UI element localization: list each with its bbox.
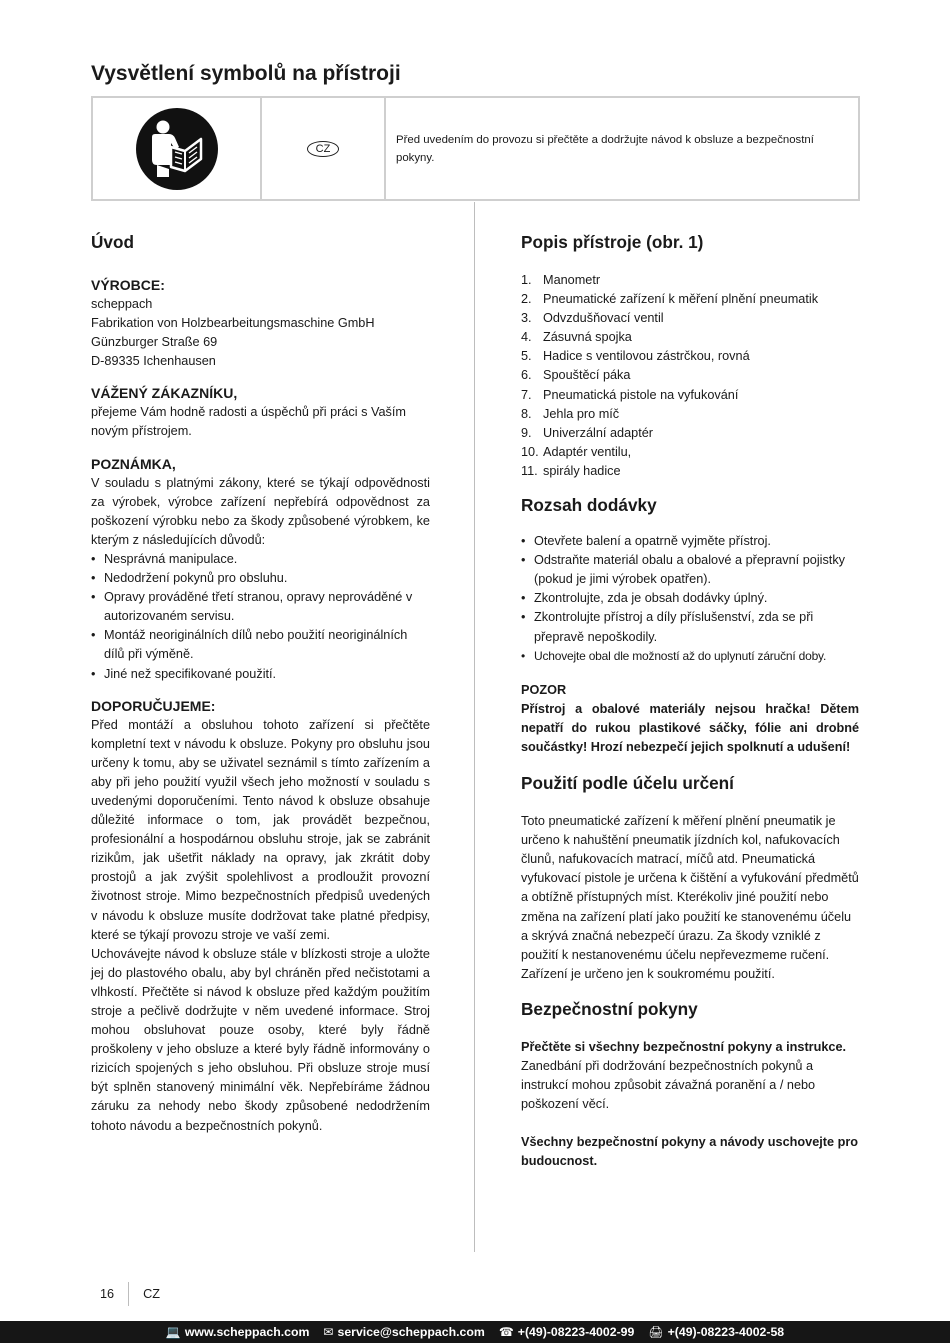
safety-bold-text: Přečtěte si všechny bezpečnostní pokyny a instrukce.: [521, 1039, 847, 1054]
part-name: Adaptér ventilu,: [543, 444, 632, 459]
list-item: • Odstraňte materiál obalu a obalové a přepravní pojistky (pokud je jimi výrobek opatřen).: [521, 551, 859, 589]
list-number: 10.: [521, 444, 539, 459]
list-item: [521, 347, 859, 366]
list-item: • Uchovejte obal dle možností až do uplynutí záruční doby.: [521, 647, 859, 666]
list-item: [521, 271, 859, 290]
list-number: 4.: [521, 330, 532, 345]
list-item: [521, 386, 859, 405]
manufacturer-line: Fabrikation von Holzbearbeitungsmaschine GmbH: [91, 316, 375, 331]
computer-icon: 💻: [165, 1325, 181, 1339]
list-number: 7.: [521, 387, 532, 402]
manufacturer-line: scheppach: [91, 297, 153, 311]
read-manual-icon: [135, 107, 219, 191]
safety-text: [521, 1038, 859, 1114]
right-column: [521, 230, 859, 1171]
parts-list: [521, 271, 859, 481]
intended-use-heading: Použití podle účelu určení: [521, 773, 734, 794]
safety-keep-text: Všechny bezpečnostní pokyny a návody uschovejte pro budoucnost.: [521, 1135, 859, 1169]
intro-heading: Úvod: [91, 232, 134, 252]
list-item: [521, 443, 859, 462]
list-number: 9.: [521, 425, 532, 440]
part-name: Pneumatické zařízení k měření plnění pneumatik: [543, 292, 819, 307]
symbol-table: [91, 96, 860, 201]
part-name: Jehla pro míč: [543, 406, 620, 421]
list-number: 1.: [521, 273, 532, 287]
list-number: 5.: [521, 349, 532, 364]
phone-number: +(49)-08223-4002-99: [517, 1325, 635, 1339]
list-item: [521, 328, 859, 347]
contact-phone: [499, 1325, 635, 1339]
list-item: [521, 290, 859, 309]
contact-web[interactable]: [166, 1325, 310, 1339]
contact-email[interactable]: [323, 1325, 484, 1339]
part-name: Hadice s ventilovou zástrčkou, rovná: [543, 349, 750, 364]
country-code-badge: CZ: [307, 141, 340, 157]
list-item: • Nesprávná manipulace.: [91, 550, 430, 569]
column-divider: [474, 202, 475, 1252]
part-name: Manometr: [543, 273, 601, 287]
part-name: Spouštěcí páka: [543, 368, 631, 383]
page-title: Vysvětlení symbolů na přístroji: [91, 62, 401, 85]
language-code: CZ: [143, 1287, 161, 1301]
page-number: 16: [100, 1287, 115, 1301]
list-item: [521, 366, 859, 385]
phone-icon: ☎: [498, 1325, 514, 1339]
list-item: • Otevřete balení a opatrně vyjměte přístroj.: [521, 532, 859, 551]
footer-separator: [128, 1282, 129, 1306]
part-name: Pneumatická pistole na vyfukování: [543, 387, 739, 402]
intended-use-text: Toto pneumatické zařízení k měření plnění pneumatik je určeno k nahuštění pneumatik jízdních kol, nafukovacích člunů, nafukovacích matrací, míčů atd. Pneumatická vyfukovací pistole je určena k čištění a vyfukování předmětů a obtížně přístupných míst. Kterékoliv jiné použití nebo změna na zařízení platí jako použití ke stanovenému účelu a skrývá značná nebezpečí úrazu. Za škody vzniklé z použití k nestanovenému účelu nepřevezmeme ručení. Zařízení je určeno jen k soukromému použití.: [521, 814, 859, 981]
symbol-description-cell: [386, 98, 858, 199]
recommend-heading: DOPORUČUJEME:: [91, 697, 216, 714]
recommend-paragraph: Uchovávejte návod k obsluze stále v blízkosti stroje a uložte jej do plastového obalu, aby byl chráněn před nečistotami a vlhkostí. Přečtěte si návod k obsluze před každým použitím stroje a pečlivě dodržujte v něm uvedené informace. Stroj mohou obsluhovat pouze osoby, které byly řádně proškoleny v jeho obsluze a které byly řádně informovány o rizicích spojených s jeho obsluhou. Při obsluze stroje musí být splněn stanovený minimální věk. Nepřebíráme žádnou záruku za nehody nebo škody způsobené nedodržením tohoto návodu a bezpečnostních pokynů.: [91, 946, 430, 1133]
dear-customer-text: přejeme Vám hodně radosti a úspěchů při práci s Vaším novým přístrojem.: [91, 405, 406, 439]
list-number: 3.: [521, 311, 532, 326]
symbol-icon-cell: [93, 98, 262, 199]
list-number: 6.: [521, 368, 532, 383]
manufacturer-line: Günzburger Straße 69: [91, 335, 218, 350]
safety-heading: Bezpečnostní pokyny: [521, 998, 698, 1019]
delivery-heading: Rozsah dodávky: [521, 495, 657, 516]
safety-regular-text: Zanedbání při dodržování bezpečnostních pokynů a instrukcí mohou způsobit závažná poranění a / nebo poškození věcí.: [521, 1059, 816, 1112]
dear-customer-heading: VÁŽENÝ ZÁKAZNÍKU,: [91, 385, 238, 402]
list-number: 8.: [521, 406, 532, 421]
country-cell: [262, 98, 386, 199]
manufacturer-heading: VÝROBCE:: [91, 277, 165, 293]
list-item: • Zkontrolujte, zda je obsah dodávky úplný.: [521, 589, 859, 608]
part-name: Zásuvná spojka: [543, 330, 632, 345]
list-item: • Montáž neoriginálních dílů nebo použití neoriginálních dílů při výměně.: [91, 626, 430, 664]
description-heading: Popis přístroje (obr. 1): [521, 232, 704, 252]
web-address: www.scheppach.com: [184, 1325, 310, 1339]
list-item: • Jiné než specifikované použití.: [91, 665, 430, 684]
note-text: V souladu s platnými zákony, které se týkají odpovědnosti za výrobek, výrobce zařízení nepřebírá odpovědnost za poškození výrobku nebo za škody způsobené výrobkem, ke kterým z následujících důvodů:: [91, 475, 430, 547]
page-footer: [100, 1282, 160, 1306]
list-item: • Zkontrolujte přístroj a díly příslušenství, zda se při přepravě nepoškodily.: [521, 608, 859, 646]
fax-icon: 🖨: [648, 1325, 664, 1339]
part-name: Univerzální adaptér: [543, 425, 654, 440]
manufacturer-line: D-89335 Ichenhausen: [91, 354, 216, 369]
list-item: • Opravy prováděné třetí stranou, opravy neprováděné v autorizovaném servisu.: [91, 588, 430, 626]
recommend-paragraph: Před montáží a obsluhou tohoto zařízení si přečtěte kompletní text v návodu k obsluze. Pokyny pro obsluhu jsou určeny k tomu, aby se uživatel seznámil s tímto zařízením a aby při jeho použití využil všech jeho možností v souladu s uvedenými doporučeními. Tento návod k obsluze obsahuje důležité informace o tom, jak provádět bezpečnou, profesionální a hospodárnou obsluhu stroje, jak se zabránit rizikům, jak ušetřit náklady na opravy, jak zkrátit doby prostojů a jak zvýšit spolehlivost a prodloužit provozní životnost stroje. Mimo bezpečnostních předpisů uvedených v návodu k obsluze musíte dodržovat take platné předpisy, které se týkají provozu stroje ve vaší zemi.: [91, 717, 430, 942]
list-item: [521, 424, 859, 443]
list-item: [521, 309, 859, 328]
part-name: Odvzdušňovací ventil: [543, 311, 664, 326]
list-number: 2.: [521, 292, 532, 307]
mail-icon: ✉: [323, 1325, 334, 1339]
list-item: [521, 462, 859, 481]
fax-number: +(49)-08223-4002-58: [667, 1325, 785, 1339]
list-number: 11.: [521, 463, 538, 478]
contact-bar: [0, 1321, 950, 1343]
delivery-list: [521, 532, 859, 666]
list-item: • Nedodržení pokynů pro obsluhu.: [91, 569, 430, 588]
list-item: [521, 405, 859, 424]
caution-heading: POZOR: [521, 682, 567, 697]
part-name: spirály hadice: [543, 463, 621, 478]
contact-fax: [648, 1325, 784, 1339]
email-address: service@scheppach.com: [337, 1325, 485, 1339]
caution-text: Přístroj a obalové materiály nejsou hračka! Dětem nepatří do rukou plastikové sáčky, fólie ani drobné součástky! Hrozí nebezpečí jejich spolknutí a udušení!: [521, 701, 859, 754]
manufacturer-address: [91, 295, 430, 371]
left-column: [91, 230, 430, 1136]
note-list: [91, 550, 430, 684]
symbol-description: Před uvedením do provozu si přečtěte a dodržujte návod k obsluze a bezpečnostní pokyny.: [396, 133, 814, 164]
note-heading: POZNÁMKA,: [91, 455, 176, 472]
